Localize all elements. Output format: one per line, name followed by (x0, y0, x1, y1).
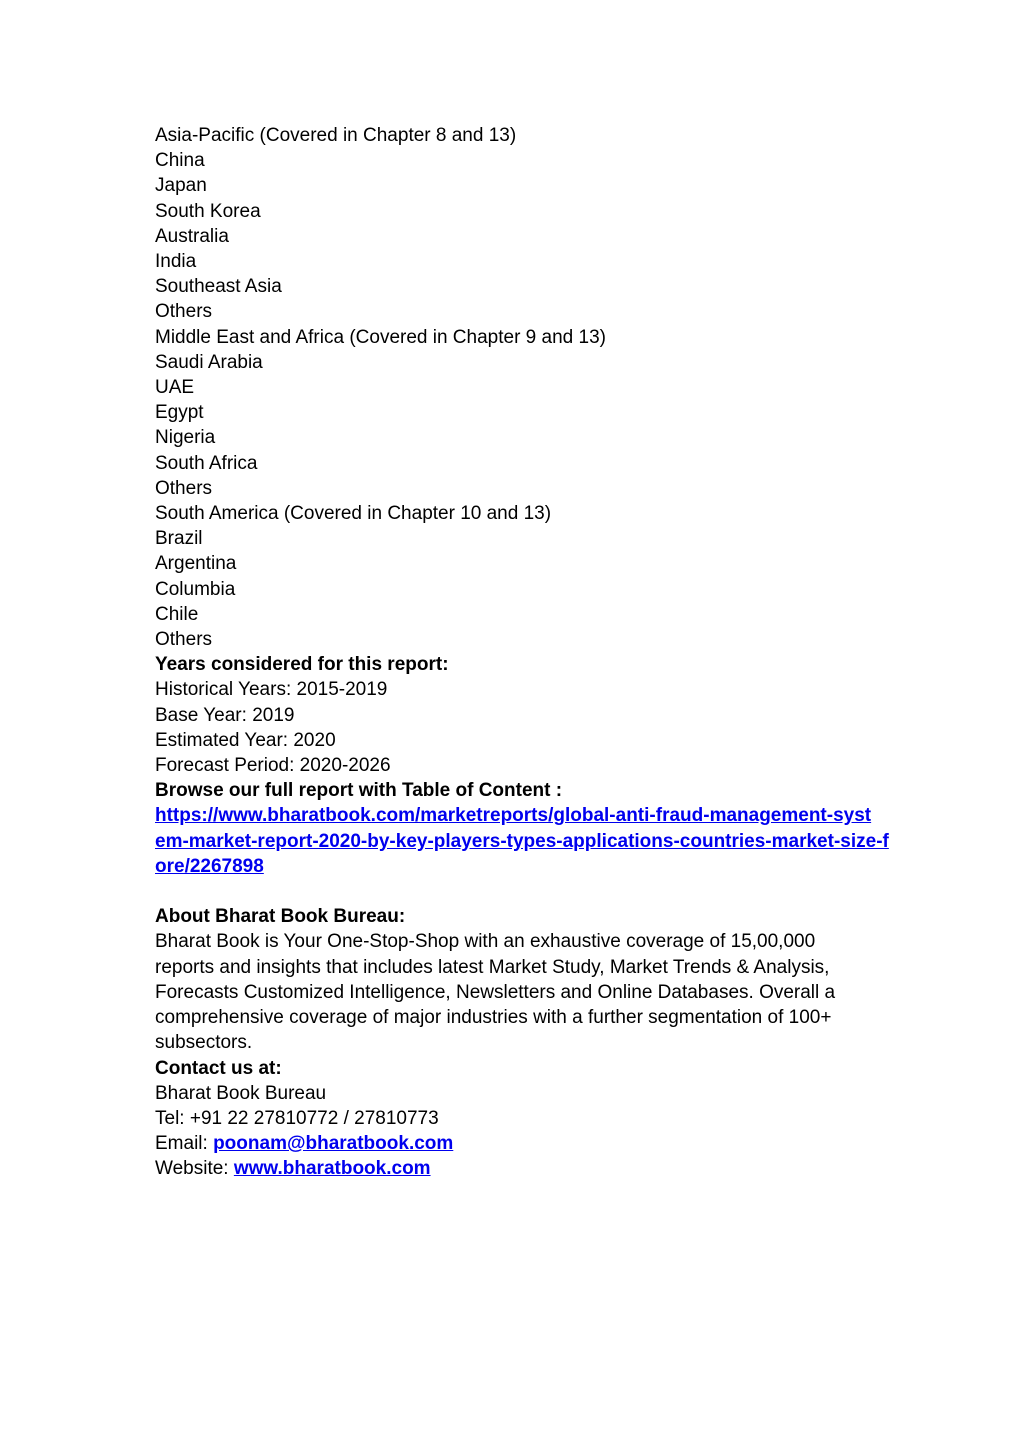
report-link-line-1[interactable]: https://www.bharatbook.com/marketreports/global-anti-fraud-management-syst (155, 805, 872, 827)
region-item: Others (155, 629, 213, 651)
region-item: Others (155, 477, 213, 499)
contact-tel: Tel: +91 22 27810772 / 27810773 (155, 1107, 439, 1129)
contact-heading: Contact us at: (155, 1057, 282, 1079)
email-label: Email: (155, 1133, 214, 1155)
website-label: Website: (155, 1158, 234, 1180)
base-year: Base Year: 2019 (155, 704, 295, 726)
region-item: Argentina (155, 553, 237, 575)
region-item: India (155, 251, 197, 273)
contact-email-row (155, 1131, 875, 1156)
email-link[interactable]: poonam@bharatbook.com (213, 1133, 454, 1155)
blank-line (155, 879, 875, 904)
estimated-year: Estimated Year: 2020 (155, 729, 336, 751)
about-text-line: reports and insights that includes latest Market Study, Market Trends & Analysis, (155, 956, 830, 978)
region-item: South Korea (155, 200, 261, 222)
region-heading-middle-east-africa: Middle East and Africa (Covered in Chapter 9 and 13) (155, 326, 606, 348)
region-item: Columbia (155, 578, 236, 600)
forecast-period: Forecast Period: 2020-2026 (155, 755, 391, 777)
region-heading-asia-pacific: Asia-Pacific (Covered in Chapter 8 and 13) (155, 125, 517, 146)
region-item: Brazil (155, 528, 203, 550)
region-item: UAE (155, 377, 195, 399)
report-link-line-2[interactable]: em-market-report-2020-by-key-players-types-applications-countries-market-size-f (155, 830, 889, 852)
region-item: Chile (155, 603, 199, 625)
about-heading: About Bharat Book Bureau: (155, 906, 406, 928)
document-body (155, 123, 889, 1182)
contact-company: Bharat Book Bureau (155, 1082, 327, 1104)
region-item: South Africa (155, 452, 258, 474)
historical-years: Historical Years: 2015-2019 (155, 679, 388, 701)
about-text-line: Forecasts Customized Intelligence, Newsletters and Online Databases. Overall a (155, 981, 836, 1003)
website-link[interactable]: www.bharatbook.com (233, 1158, 431, 1180)
region-item: Australia (155, 225, 229, 247)
years-heading: Years considered for this report: (155, 654, 449, 676)
region-item: Japan (155, 175, 207, 197)
report-link-line-3[interactable]: ore/2267898 (155, 855, 264, 877)
region-item: Others (155, 301, 213, 323)
region-item: Saudi Arabia (155, 351, 263, 373)
region-item: Southeast Asia (155, 276, 282, 298)
region-heading-south-america: South America (Covered in Chapter 10 and 13) (155, 503, 552, 525)
region-item: Egypt (155, 402, 204, 424)
about-text-line: subsectors. (155, 1032, 253, 1054)
about-text-line: Bharat Book is Your One-Stop-Shop with an exhaustive coverage of 15,00,000 (155, 931, 816, 953)
region-item: Nigeria (155, 427, 216, 449)
about-text-line: comprehensive coverage of major industries with a further segmentation of 100+ (155, 1007, 832, 1029)
contact-website-row (155, 1156, 875, 1181)
region-item: China (155, 150, 205, 172)
browse-heading: Browse our full report with Table of Content : (155, 780, 563, 802)
